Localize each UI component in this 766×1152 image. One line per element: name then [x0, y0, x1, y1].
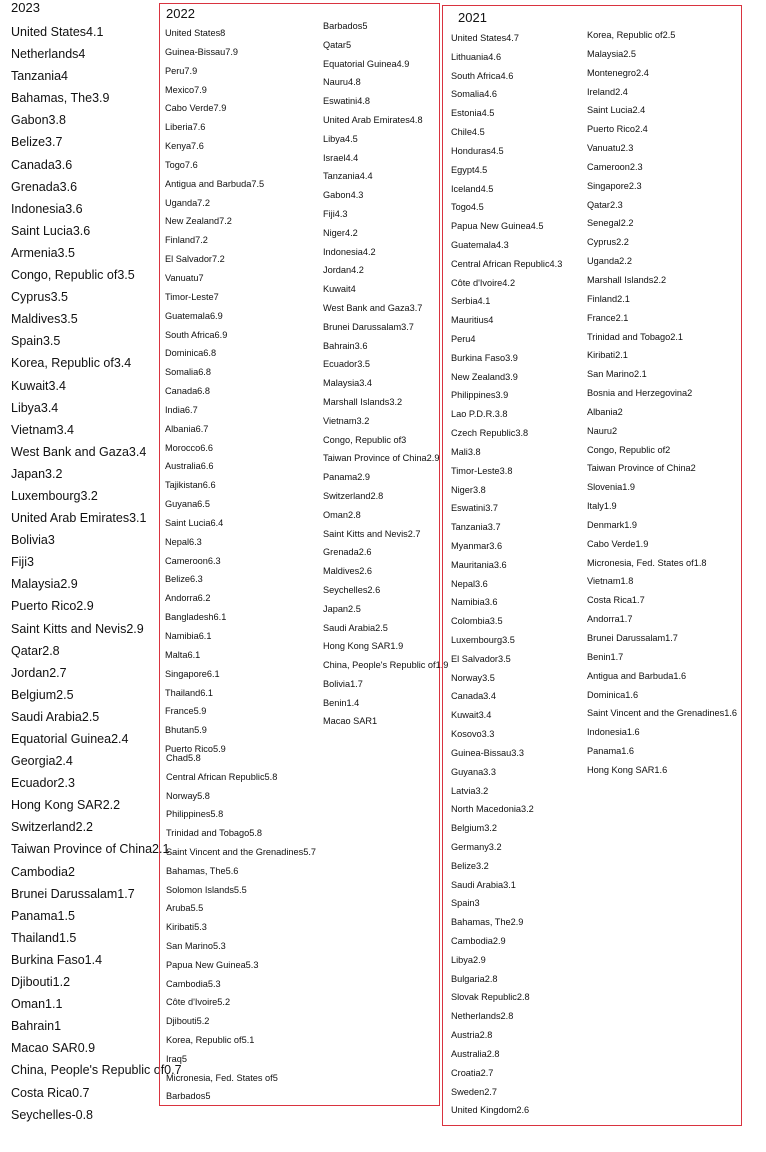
list-item: Djibouti5.2 — [166, 1016, 210, 1027]
list-item: Niger3.8 — [451, 484, 486, 495]
list-item: Korea, Republic of5.1 — [166, 1034, 255, 1045]
list-item: Libya4.5 — [323, 133, 358, 144]
list-item: Uganda2.2 — [587, 256, 632, 267]
list-item: United Arab Emirates4.8 — [323, 114, 423, 125]
list-item: Slovenia1.9 — [587, 482, 636, 493]
list-item: Slovak Republic2.8 — [451, 992, 530, 1003]
list-item: Taiwan Province of China2 — [587, 463, 696, 474]
list-item: South Africa6.9 — [165, 329, 228, 340]
list-item: Belize3.2 — [451, 860, 489, 871]
list-item: Hong Kong SAR2.2 — [11, 798, 121, 813]
list-item: Trinidad and Tobago5.8 — [166, 828, 263, 839]
list-item: Brunei Darussalam1.7 — [11, 886, 135, 901]
list-item: Croatia2.7 — [451, 1067, 494, 1078]
list-item: West Bank and Gaza3.7 — [323, 302, 423, 313]
list-item: Israel4.4 — [323, 152, 359, 163]
list-item: Japan2.5 — [323, 603, 361, 614]
list-item: Namibia6.1 — [165, 631, 212, 641]
list-item: Bhutan5.9 — [165, 725, 207, 736]
list-item: Saint Kitts and Nevis2.7 — [323, 528, 421, 539]
list-item: Costa Rica1.7 — [587, 595, 645, 606]
list-item: Lao P.D.R.3.8 — [451, 409, 508, 420]
list-item: Japan3.2 — [11, 466, 63, 481]
list-item: Bahrain3.6 — [323, 340, 368, 351]
list-item: Côte d'Ivoire5.2 — [166, 997, 231, 1008]
list-item: Equatorial Guinea2.4 — [11, 732, 129, 746]
list-item: Germany3.2 — [451, 841, 502, 852]
list-item: El Salvador7.2 — [165, 254, 225, 265]
list-item: Netherlands4 — [11, 47, 86, 62]
list-item: Uganda7.2 — [165, 197, 210, 208]
list-item: China, People's Republic of0.7 — [11, 1063, 182, 1078]
list-item: Oman2.8 — [323, 509, 361, 520]
list-item: Nauru4.8 — [323, 77, 361, 88]
list-item: Antigua and Barbuda1.6 — [587, 670, 687, 681]
list-item: Puerto Rico2.4 — [587, 124, 648, 135]
list-item: Eswatini3.7 — [451, 503, 498, 514]
list-item: West Bank and Gaza3.4 — [11, 444, 147, 459]
list-item: Guatemala4.3 — [451, 239, 509, 250]
list-item: Czech Republic3.8 — [451, 428, 529, 439]
list-item: Trinidad and Tobago2.1 — [587, 331, 684, 342]
list-item: Grenada2.6 — [323, 547, 372, 558]
list-item: Bolivia1.7 — [323, 678, 363, 689]
list-item: Vanuatu7 — [165, 272, 204, 283]
list-item: Barbados5 — [166, 1091, 211, 1102]
list-item: El Salvador3.5 — [451, 653, 511, 664]
list-item: Chile4.5 — [451, 127, 485, 138]
list-item: Qatar5 — [323, 39, 352, 50]
list-2023 — [11, 21, 182, 1126]
list-item: Guyana6.5 — [165, 499, 210, 510]
list-item: Australia6.6 — [165, 461, 214, 472]
list-item: Tanzania3.7 — [451, 522, 501, 533]
list-item: Namibia3.6 — [451, 597, 498, 608]
list-item: United Arab Emirates3.1 — [11, 511, 147, 526]
list-item: Finland2.1 — [587, 293, 630, 304]
list-item: United States8 — [165, 28, 226, 38]
list-item: Niger4.2 — [323, 227, 358, 238]
list-item: Bahrain1 — [11, 1019, 62, 1034]
list-item: Peru4 — [451, 334, 476, 344]
list-item: Mali3.8 — [451, 446, 481, 457]
list-item: Cameroon2.3 — [587, 161, 643, 172]
list-item: Liberia7.6 — [165, 122, 206, 133]
list-item: Qatar2.3 — [587, 199, 623, 210]
list-item: Luxembourg3.5 — [451, 635, 515, 645]
list-item: Switzerland2.2 — [11, 820, 93, 835]
list-item: Andorra6.2 — [165, 593, 211, 604]
list-item: Cyprus2.2 — [587, 237, 629, 248]
list-item: Saint Lucia3.6 — [11, 223, 91, 238]
list-item: New Zealand3.9 — [451, 371, 518, 382]
list-item: Tanzania4 — [11, 69, 68, 84]
list-item: Benin1.7 — [587, 651, 624, 662]
list-item: Burkina Faso3.9 — [451, 352, 518, 363]
list-item: Korea, Republic of3.4 — [11, 356, 132, 371]
list-item: Cambodia2 — [11, 864, 75, 879]
list-item: Belgium3.2 — [451, 823, 497, 834]
list-item: Guatemala6.9 — [165, 310, 223, 321]
list-item: China, People's Republic of1.9 — [323, 660, 449, 671]
list-item: Macao SAR0.9 — [11, 1041, 96, 1056]
list-item: Malaysia2.9 — [11, 577, 78, 592]
list-item: Timor-Leste3.8 — [451, 465, 513, 476]
list-item: Kuwait3.4 — [451, 710, 492, 721]
list-item: Canada3.6 — [11, 157, 73, 172]
list-item: Jordan2.7 — [11, 665, 67, 680]
list-item: Kosovo3.3 — [451, 729, 495, 740]
list-item: Gabon4.3 — [323, 190, 364, 201]
list-item: Latvia3.2 — [451, 785, 489, 796]
list-item: Canada6.8 — [165, 386, 210, 397]
list-item: Togo7.6 — [165, 159, 198, 170]
list-item: Guinea-Bissau7.9 — [165, 46, 239, 57]
list-item: Bosnia and Herzegovina2 — [587, 388, 693, 399]
list-item: Belize3.7 — [11, 135, 63, 150]
list-item: United States4.1 — [11, 25, 104, 39]
list-item: Cabo Verde7.9 — [165, 103, 227, 114]
list-item: Burkina Faso1.4 — [11, 952, 103, 967]
list-item: Papua New Guinea5.3 — [166, 959, 259, 970]
list-item: Aruba5.5 — [166, 903, 204, 914]
list-item: Maldives2.6 — [323, 566, 373, 577]
list-item: Central African Republic4.3 — [451, 258, 563, 269]
list-item: Timor-Leste7 — [165, 291, 219, 302]
list-item: Marshall Islands2.2 — [587, 274, 667, 285]
list-item: Mexico7.9 — [165, 84, 207, 95]
list-item: Malaysia3.4 — [323, 378, 373, 389]
list-item: Marshall Islands3.2 — [323, 396, 403, 407]
list-item: Papua New Guinea4.5 — [451, 221, 544, 232]
year-2023-heading: 2023 — [11, 0, 40, 15]
list-item: Micronesia, Fed. States of1.8 — [587, 557, 707, 568]
list-item: Saudi Arabia3.1 — [451, 879, 516, 890]
list-item: Bahamas, The2.9 — [451, 917, 524, 928]
list-item: Somalia4.6 — [451, 89, 497, 100]
list-item: Seychelles-0.8 — [11, 1107, 93, 1122]
list-item: Singapore2.3 — [587, 180, 642, 191]
list-item: Congo, Republic of3 — [323, 434, 407, 445]
list-item: Australia2.8 — [451, 1048, 500, 1059]
list-2022-col1-top — [165, 24, 264, 759]
list-item: Macao SAR1 — [323, 716, 378, 727]
list-item: Saint Lucia6.4 — [165, 517, 224, 528]
list-item: Iceland4.5 — [451, 183, 494, 194]
year-2022-heading: 2022 — [166, 6, 195, 21]
list-item: Seychelles2.6 — [323, 584, 381, 595]
list-item: Saint Kitts and Nevis2.9 — [11, 621, 144, 636]
list-item: Grenada3.6 — [11, 179, 78, 194]
list-item: Fiji3 — [11, 555, 34, 570]
list-item: Central African Republic5.8 — [166, 771, 278, 782]
list-item: Kuwait4 — [323, 284, 356, 295]
list-item: South Africa4.6 — [451, 70, 514, 81]
list-item: Djibouti1.2 — [11, 975, 71, 990]
list-item: Somalia6.8 — [165, 367, 211, 378]
list-item: Honduras4.5 — [451, 145, 504, 156]
list-item: Korea, Republic of2.5 — [587, 30, 676, 40]
list-item: Bahamas, The3.9 — [11, 91, 110, 106]
list-item: Kiribati2.1 — [587, 350, 628, 361]
list-item: Ireland2.4 — [587, 86, 628, 97]
list-item: Montenegro2.4 — [587, 67, 649, 78]
list-item: Indonesia3.6 — [11, 201, 83, 216]
list-item: Chad5.8 — [166, 753, 201, 763]
list-item: Philippines5.8 — [166, 809, 224, 820]
list-item: Malaysia2.5 — [587, 48, 637, 59]
list-item: Hong Kong SAR1.6 — [587, 764, 668, 775]
list-item: Bangladesh6.1 — [165, 612, 227, 623]
list-item: India6.7 — [165, 404, 198, 415]
list-item: Cabo Verde1.9 — [587, 538, 649, 549]
list-item: Myanmar3.6 — [451, 540, 503, 551]
list-item: Maldives3.5 — [11, 312, 78, 327]
list-item: Libya2.9 — [451, 954, 486, 965]
list-item: Egypt4.5 — [451, 164, 488, 175]
list-item: Taiwan Province of China2.9 — [323, 453, 440, 464]
list-item: Netherlands2.8 — [451, 1011, 514, 1022]
list-item: Antigua and Barbuda7.5 — [165, 178, 265, 189]
list-item: Ecuador2.3 — [11, 776, 75, 791]
list-item: North Macedonia3.2 — [451, 804, 534, 815]
list-item: San Marino2.1 — [587, 369, 647, 380]
list-item: Mauritius4 — [451, 315, 494, 326]
list-item: Brunei Darussalam1.7 — [587, 633, 678, 643]
list-item: Albania6.7 — [165, 423, 209, 434]
list-item: Serbia4.1 — [451, 296, 491, 307]
list-item: Nauru2 — [587, 425, 618, 436]
list-item: Vietnam3.4 — [11, 422, 75, 437]
list-item: Nepal3.6 — [451, 578, 488, 589]
list-item: Cyprus3.5 — [11, 290, 68, 305]
list-item: Dominica1.6 — [587, 689, 639, 700]
list-item: Cameroon6.3 — [165, 555, 221, 566]
list-item: New Zealand7.2 — [165, 216, 232, 227]
list-item: Morocco6.6 — [165, 442, 214, 453]
list-item: Solomon Islands5.5 — [166, 884, 247, 895]
list-item: Armenia3.5 — [11, 245, 75, 260]
list-item: Nepal6.3 — [165, 536, 202, 547]
list-item: Kiribati5.3 — [166, 922, 207, 933]
list-item: Saint Vincent and the Grenadines5.7 — [166, 846, 317, 857]
list-item: Saudi Arabia2.5 — [323, 622, 388, 633]
list-item: Qatar2.8 — [11, 643, 60, 658]
list-item: Benin1.4 — [323, 697, 360, 708]
list-2021-col2 — [587, 26, 737, 780]
list-item: San Marino5.3 — [166, 940, 226, 951]
list-item: Panama1.5 — [11, 908, 75, 923]
list-item: Bolivia3 — [11, 533, 55, 548]
list-item: Bulgaria2.8 — [451, 973, 498, 984]
list-item: Vietnam1.8 — [587, 576, 634, 587]
list-item: Saudi Arabia2.5 — [11, 709, 100, 724]
list-item: Thailand1.5 — [11, 930, 77, 945]
list-item: Fiji4.3 — [323, 208, 348, 219]
list-item: United Kingdom2.6 — [451, 1105, 530, 1116]
list-item: Finland7.2 — [165, 235, 208, 246]
list-item: Kuwait3.4 — [11, 378, 66, 393]
list-item: Colombia3.5 — [451, 616, 503, 627]
list-item: Denmark1.9 — [587, 519, 638, 530]
list-item: Iraq5 — [166, 1053, 187, 1064]
list-item: Andorra1.7 — [587, 614, 633, 625]
list-item: France5.9 — [165, 706, 207, 717]
list-item: Albania2 — [587, 406, 623, 417]
list-item: Brunei Darussalam3.7 — [323, 321, 414, 332]
list-item: Jordan4.2 — [323, 265, 364, 276]
list-item: Italy1.9 — [587, 501, 617, 512]
list-item: Congo, Republic of2 — [587, 444, 671, 455]
list-item: Tanzania4.4 — [323, 171, 373, 182]
list-2021-col1 — [451, 29, 562, 1120]
list-item: Philippines3.9 — [451, 390, 509, 401]
list-item: Oman1.1 — [11, 997, 63, 1012]
list-item: Thailand6.1 — [165, 687, 214, 698]
list-item: Eswatini4.8 — [323, 96, 370, 107]
list-item: Barbados5 — [323, 21, 368, 31]
list-item: Cambodia5.3 — [166, 978, 221, 989]
list-item: Switzerland2.8 — [323, 490, 384, 501]
list-item: Sweden2.7 — [451, 1086, 497, 1097]
list-item: Spain3 — [451, 898, 480, 909]
list-2022-col2 — [323, 17, 448, 731]
list-item: France2.1 — [587, 312, 629, 323]
list-item: Puerto Rico2.9 — [11, 599, 94, 614]
list-item: Kenya7.6 — [165, 141, 204, 152]
list-item: Singapore6.1 — [165, 668, 220, 679]
list-item: Guyana3.3 — [451, 766, 496, 777]
list-item: Luxembourg3.2 — [11, 488, 98, 503]
list-item: Vietnam3.2 — [323, 415, 370, 426]
list-item: Côte d'Ivoire4.2 — [451, 277, 516, 288]
list-item: Peru7.9 — [165, 65, 198, 76]
list-item: Spain3.5 — [11, 334, 61, 349]
list-item: Indonesia1.6 — [587, 727, 640, 738]
list-item: Panama2.9 — [323, 472, 370, 483]
list-item: Bahamas, The5.6 — [166, 865, 239, 876]
list-item: Micronesia, Fed. States of5 — [166, 1072, 278, 1083]
list-item: Panama1.6 — [587, 746, 634, 757]
list-item: United States4.7 — [451, 33, 519, 43]
list-item: Canada3.4 — [451, 691, 496, 702]
list-item: Costa Rica0.7 — [11, 1085, 90, 1100]
list-item: Indonesia4.2 — [323, 246, 376, 257]
list-item: Saint Lucia2.4 — [587, 105, 646, 116]
list-item: Dominica6.8 — [165, 348, 217, 359]
list-item: Gabon3.8 — [11, 113, 66, 128]
list-item: Congo, Republic of3.5 — [11, 268, 135, 283]
list-item: Georgia2.4 — [11, 754, 73, 769]
list-item: Ecuador3.5 — [323, 359, 370, 370]
list-item: Estonia4.5 — [451, 108, 495, 119]
list-2022-col1-bottom — [166, 749, 316, 1106]
year-2021-heading: 2021 — [458, 10, 487, 25]
list-item: Equatorial Guinea4.9 — [323, 58, 410, 69]
list-item: Hong Kong SAR1.9 — [323, 641, 404, 652]
list-item: Puerto Rico5.9 — [165, 744, 226, 755]
list-item: Mauritania3.6 — [451, 559, 507, 570]
list-item: Taiwan Province of China2.1 — [11, 842, 170, 857]
list-item: Malta6.1 — [165, 649, 201, 660]
list-item: Senegal2.2 — [587, 218, 634, 229]
list-item: Norway3.5 — [451, 672, 495, 683]
list-item: Guinea-Bissau3.3 — [451, 747, 525, 758]
list-item: Togo4.5 — [451, 202, 484, 213]
list-item: Saint Vincent and the Grenadines1.6 — [587, 708, 738, 719]
list-item: Libya3.4 — [11, 400, 59, 415]
list-item: Belize6.3 — [165, 574, 203, 585]
list-item: Cambodia2.9 — [451, 936, 506, 946]
list-item: Norway5.8 — [166, 790, 210, 801]
list-item: Tajikistan6.6 — [165, 480, 216, 491]
list-item: Lithuania4.6 — [451, 51, 502, 62]
list-item: Belgium2.5 — [11, 687, 74, 702]
list-item: Austria2.8 — [451, 1030, 493, 1041]
list-item: Vanuatu2.3 — [587, 143, 634, 154]
